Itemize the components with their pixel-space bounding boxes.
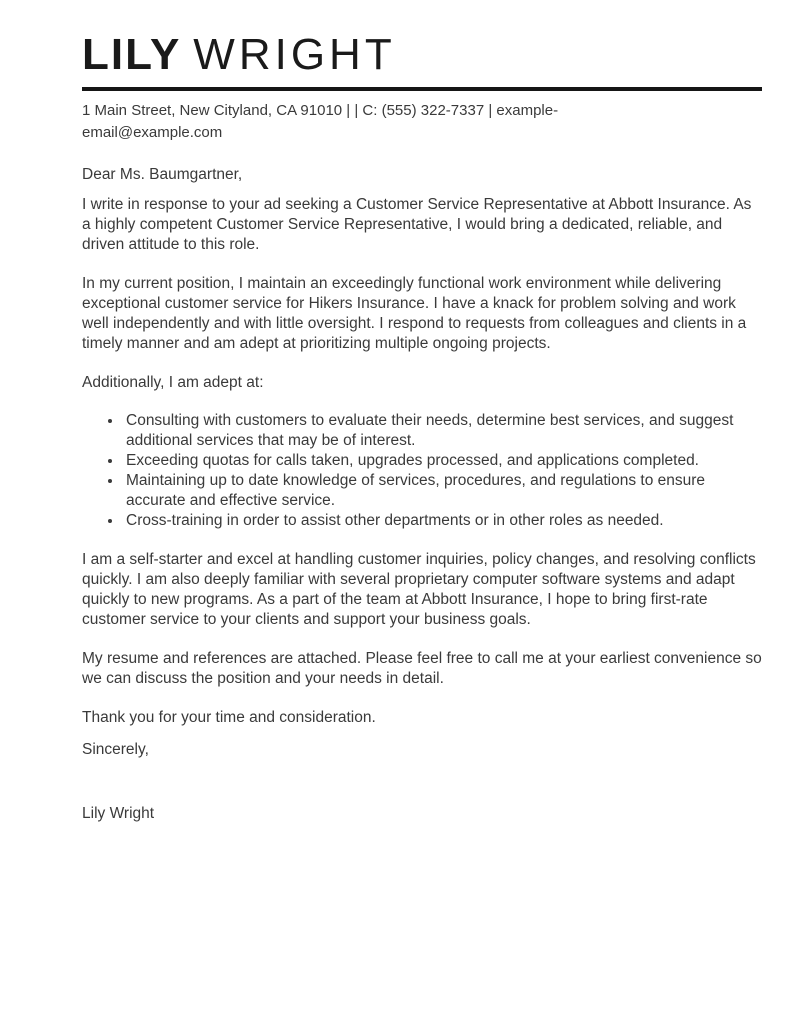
candidate-name <box>82 32 762 78</box>
contact-line-2: email@example.com <box>82 124 223 142</box>
bullet-item: • Maintaining up to date knowledge of services, procedures, and regulations to ensure accurate and effective service. <box>123 471 762 511</box>
contact-info <box>82 100 762 144</box>
closing: Sincerely, <box>82 741 149 759</box>
header-divider <box>82 87 762 91</box>
signature-name: Lily Wright <box>82 805 155 823</box>
contact-line-1: 1 Main Street, New Cityland, CA 91010 | | C: (555) 322-7337 | example- <box>82 102 559 120</box>
paragraph-skills: I am a self-starter and excel at handling customer inquiries, policy changes, and resolving conflicts quickly. I am also deeply familiar with several proprietary computer software systems and adapt quickly to new programs. As a part of the team at Abbott Insurance, I hope to bring first-rate customer service to your clients and support your business goals. <box>82 551 756 629</box>
paragraph-thanks: Thank you for your time and consideration. <box>82 709 376 727</box>
bullet-item: • Exceeding quotas for calls taken, upgrades processed, and applications completed. <box>123 451 762 471</box>
skills-bullet-list <box>82 411 762 531</box>
bullet-item: • Cross-training in order to assist other departments or in other roles as needed. <box>123 511 762 531</box>
letter-header <box>82 32 762 144</box>
candidate-last-name: WRIGHT <box>193 30 396 79</box>
paragraph-resume: My resume and references are attached. Please feel free to call me at your earliest convenience so we can discuss the position and your needs in detail. <box>82 650 762 688</box>
salutation: Dear Ms. Baumgartner, <box>82 166 243 184</box>
paragraph-current-position: In my current position, I maintain an exceedingly functional work environment while delivering exceptional customer service for Hikers Insurance. I have a knack for problem solving and work well independently and with little oversight. I respond to requests from colleagues and clients in a timely manner and am adept at prioritizing multiple ongoing projects. <box>82 275 747 353</box>
bullet-lead-in: Additionally, I am adept at: <box>82 374 264 392</box>
candidate-first-name: LILY <box>82 30 182 79</box>
letter-body <box>82 165 762 824</box>
paragraph-intro: I write in response to your ad seeking a Customer Service Representative at Abbott Insurance. As a highly competent Customer Service Representative, I would bring a dedicated, reliable, and driven attitude to this role. <box>82 196 752 254</box>
bullet-item: • Consulting with customers to evaluate their needs, determine best services, and suggest additional services that may be of interest. <box>123 411 762 451</box>
